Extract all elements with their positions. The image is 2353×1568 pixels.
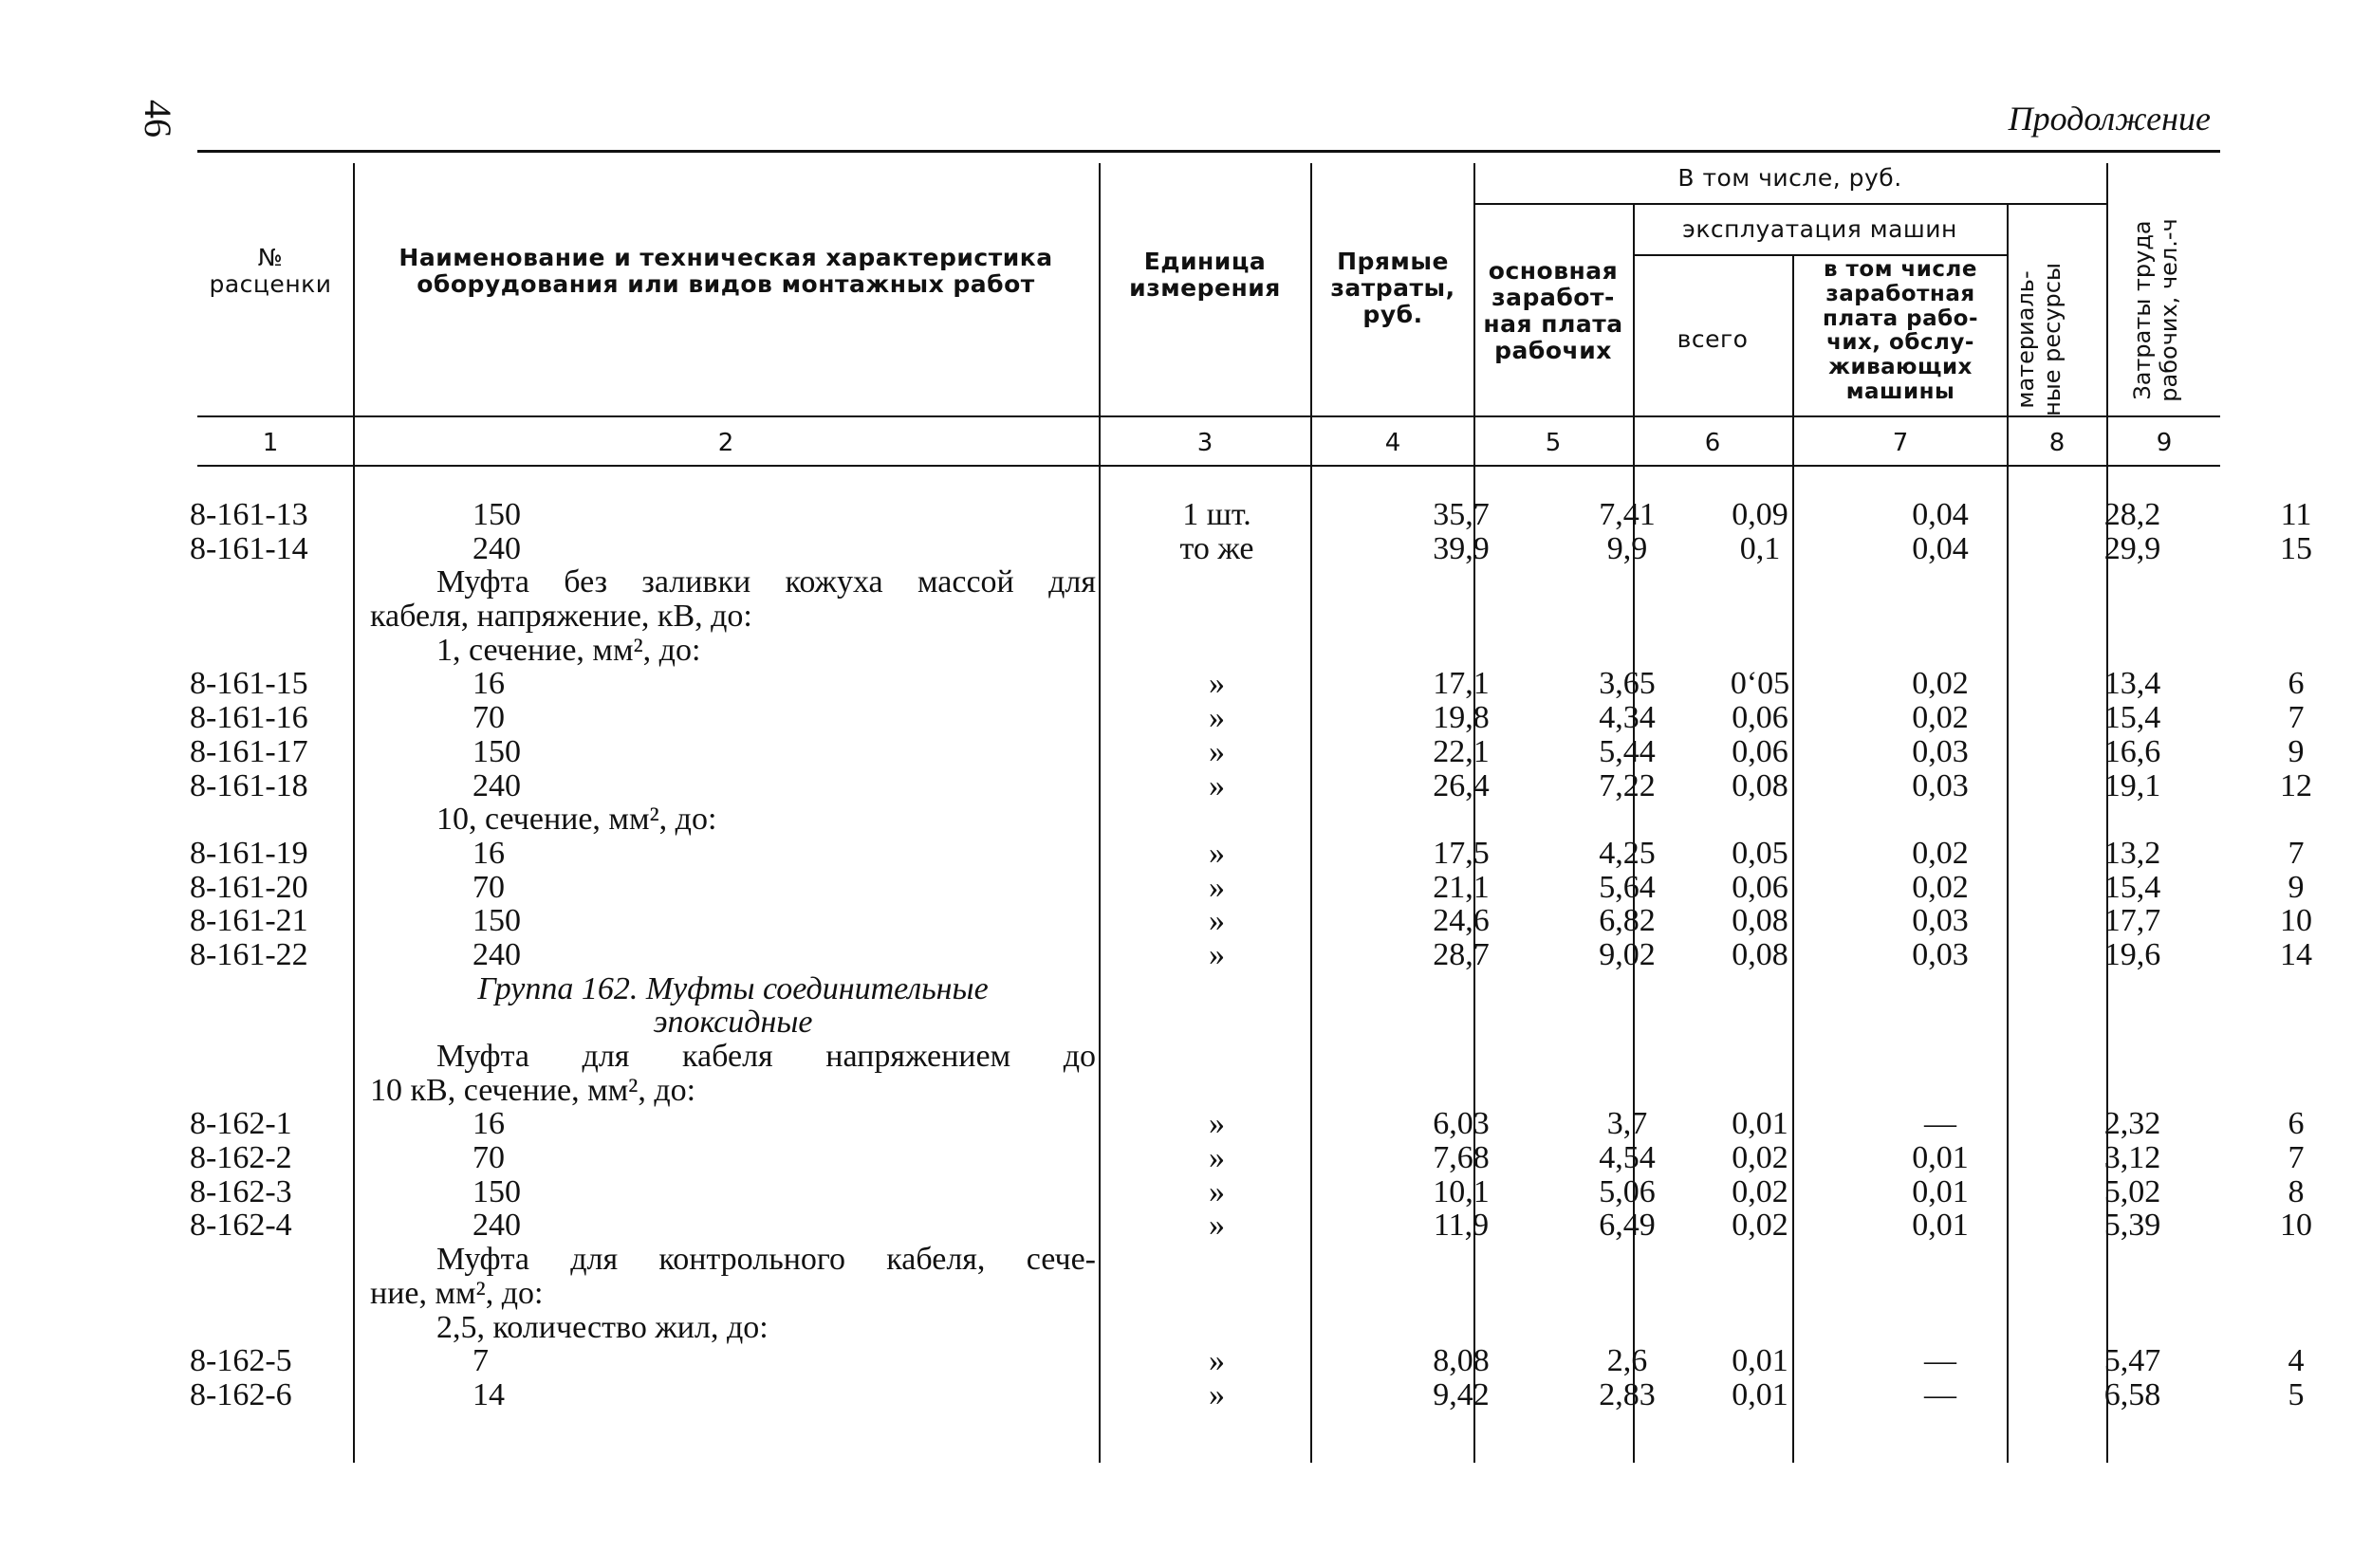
unit-of-measure: » bbox=[1209, 936, 1225, 972]
material-resources: 13,4 bbox=[2103, 666, 2161, 702]
labor-hours: 6 bbox=[2288, 666, 2305, 702]
unit-of-measure: » bbox=[1209, 733, 1225, 769]
machine-operation-total: 0,02 bbox=[1732, 1208, 1788, 1244]
header-col8: материаль- ные ресурсы bbox=[2012, 263, 2066, 416]
item-description: ние, мм², до: bbox=[370, 1275, 544, 1311]
direct-costs: 7,68 bbox=[1433, 1140, 1490, 1176]
table-row bbox=[190, 903, 2312, 939]
machine-operation-total: 0,08 bbox=[1732, 936, 1788, 972]
item-name: 240 bbox=[472, 936, 521, 972]
labor-hours: 7 bbox=[2288, 1140, 2305, 1176]
header-col9: Затраты труда рабочих, чел.-ч bbox=[2129, 218, 2182, 402]
machine-operation-total: 0,09 bbox=[1732, 497, 1788, 532]
material-resources: 5,47 bbox=[2103, 1343, 2161, 1379]
table-row bbox=[190, 1173, 2305, 1209]
direct-costs: 22,1 bbox=[1433, 733, 1490, 769]
unit-of-measure: » bbox=[1209, 835, 1225, 871]
header-col5: основная заработ- ная плата рабочих bbox=[1483, 257, 1623, 364]
unit-of-measure: » bbox=[1209, 1208, 1225, 1244]
labor-hours: 7 bbox=[2288, 835, 2305, 871]
machine-operation-total: 0,06 bbox=[1732, 733, 1788, 769]
material-resources: 28,2 bbox=[2103, 497, 2161, 532]
colnum-9: 9 bbox=[2156, 429, 2173, 457]
direct-costs: 6,03 bbox=[1433, 1106, 1490, 1142]
machine-operation-total: 0,1 bbox=[1739, 530, 1781, 566]
item-name: 240 bbox=[472, 530, 521, 566]
basic-wage: 4,34 bbox=[1599, 700, 1656, 736]
material-resources: 15,4 bbox=[2103, 869, 2161, 905]
header-col6: всего bbox=[1677, 325, 1749, 353]
labor-hours: 12 bbox=[2280, 767, 2312, 803]
direct-costs: 21,1 bbox=[1433, 869, 1490, 905]
labor-hours: 15 bbox=[2280, 530, 2312, 566]
machine-operator-wage: — bbox=[1924, 1376, 1956, 1412]
machine-operator-wage: — bbox=[1924, 1106, 1956, 1142]
machine-operator-wage: 0,02 bbox=[1912, 835, 1969, 871]
basic-wage: 2,6 bbox=[1606, 1343, 1648, 1379]
price-code: 8-161-21 bbox=[190, 903, 308, 939]
item-name: 150 bbox=[472, 497, 521, 532]
machine-operator-wage: 0,03 bbox=[1912, 767, 1969, 803]
material-resources: 3,12 bbox=[2103, 1140, 2161, 1176]
price-code: 8-161-19 bbox=[190, 835, 308, 871]
machine-operator-wage: — bbox=[1924, 1343, 1956, 1379]
machine-operator-wage: 0,01 bbox=[1912, 1208, 1969, 1244]
direct-costs: 17,5 bbox=[1433, 835, 1490, 871]
unit-of-measure: » bbox=[1209, 1173, 1225, 1209]
labor-hours: 10 bbox=[2280, 903, 2312, 939]
basic-wage: 4,25 bbox=[1599, 835, 1656, 871]
material-resources: 5,39 bbox=[2103, 1208, 2161, 1244]
price-code: 8-162-6 bbox=[190, 1376, 292, 1412]
table-text-row bbox=[190, 1005, 2211, 1040]
table-top-rule bbox=[197, 150, 2220, 153]
table-row bbox=[190, 666, 2305, 702]
item-name: 7 bbox=[472, 1343, 489, 1379]
price-code: 8-162-2 bbox=[190, 1140, 292, 1176]
table-text-row bbox=[190, 1040, 2211, 1074]
table-row bbox=[190, 1343, 2305, 1379]
price-code: 8-162-1 bbox=[190, 1106, 292, 1142]
labor-hours: 10 bbox=[2280, 1208, 2312, 1244]
machine-operation-total: 0,01 bbox=[1732, 1106, 1788, 1142]
machine-operator-wage: 0,04 bbox=[1912, 497, 1969, 532]
unit-of-measure: » bbox=[1209, 1140, 1225, 1176]
material-resources: 6,58 bbox=[2103, 1376, 2161, 1412]
direct-costs: 8,08 bbox=[1433, 1343, 1490, 1379]
unit-of-measure: » bbox=[1209, 1106, 1225, 1142]
basic-wage: 3,7 bbox=[1606, 1106, 1648, 1142]
unit-of-measure: 1 шт. bbox=[1182, 497, 1251, 532]
labor-hours: 9 bbox=[2288, 869, 2305, 905]
basic-wage: 2,83 bbox=[1599, 1376, 1656, 1412]
table-row bbox=[190, 1140, 2305, 1176]
table-row bbox=[190, 530, 2312, 566]
machine-operator-wage: 0,01 bbox=[1912, 1173, 1969, 1209]
material-resources: 19,1 bbox=[2103, 767, 2161, 803]
basic-wage: 5,64 bbox=[1599, 869, 1656, 905]
colnum-6: 6 bbox=[1704, 429, 1721, 457]
price-code: 8-161-15 bbox=[190, 666, 308, 702]
machine-operator-wage: 0,02 bbox=[1912, 700, 1969, 736]
labor-hours: 4 bbox=[2288, 1343, 2305, 1379]
price-code: 8-161-22 bbox=[190, 936, 308, 972]
basic-wage: 9,9 bbox=[1606, 530, 1648, 566]
unit-of-measure: » bbox=[1209, 903, 1225, 939]
material-resources: 2,32 bbox=[2103, 1106, 2161, 1142]
direct-costs: 10,1 bbox=[1433, 1173, 1490, 1209]
colnum-3: 3 bbox=[1196, 429, 1214, 457]
item-description: Муфта для кабеля напряжением до bbox=[436, 1039, 1096, 1074]
price-code: 8-162-4 bbox=[190, 1208, 292, 1244]
header-col1: № расценки bbox=[209, 244, 332, 298]
machine-operator-wage: 0,03 bbox=[1912, 903, 1969, 939]
material-resources: 19,6 bbox=[2103, 936, 2161, 972]
item-description: кабеля, напряжение, кВ, до: bbox=[370, 599, 752, 635]
basic-wage: 5,44 bbox=[1599, 733, 1656, 769]
basic-wage: 7,22 bbox=[1599, 767, 1656, 803]
table-row bbox=[190, 1208, 2312, 1244]
item-description: 1, сечение, мм², до: bbox=[436, 632, 701, 668]
labor-hours: 11 bbox=[2280, 497, 2312, 532]
basic-wage: 9,02 bbox=[1599, 936, 1656, 972]
machine-operation-total: 0,06 bbox=[1732, 700, 1788, 736]
item-description: 10 кВ, сечение, мм², до: bbox=[370, 1072, 696, 1108]
material-resources: 5,02 bbox=[2103, 1173, 2161, 1209]
basic-wage: 7,41 bbox=[1599, 497, 1656, 532]
machine-operation-total: 0,06 bbox=[1732, 869, 1788, 905]
table-text-row bbox=[190, 565, 2211, 600]
table-row bbox=[190, 1106, 2305, 1142]
labor-hours: 5 bbox=[2288, 1376, 2305, 1412]
item-description: 10, сечение, мм², до: bbox=[436, 802, 717, 838]
item-name: 150 bbox=[472, 733, 521, 769]
basic-wage: 6,82 bbox=[1599, 903, 1656, 939]
table-text-row bbox=[190, 802, 2211, 837]
machine-operation-total: 0,08 bbox=[1732, 767, 1788, 803]
table-row bbox=[190, 936, 2312, 972]
direct-costs: 35,7 bbox=[1433, 497, 1490, 532]
direct-costs: 28,7 bbox=[1433, 936, 1490, 972]
item-name: 70 bbox=[472, 869, 505, 905]
table-row bbox=[190, 497, 2312, 532]
header-bottom-rule bbox=[197, 415, 2220, 417]
table-text-row bbox=[190, 600, 2211, 634]
group-heading: эпоксидные bbox=[653, 1005, 813, 1041]
item-name: 16 bbox=[472, 1106, 505, 1142]
direct-costs: 24,6 bbox=[1433, 903, 1490, 939]
item-name: 240 bbox=[472, 1208, 521, 1244]
price-code: 8-161-14 bbox=[190, 530, 308, 566]
price-code: 8-161-18 bbox=[190, 767, 308, 803]
price-code: 8-162-3 bbox=[190, 1173, 292, 1209]
table-row bbox=[190, 733, 2305, 769]
basic-wage: 6,49 bbox=[1599, 1208, 1656, 1244]
material-resources: 29,9 bbox=[2103, 530, 2161, 566]
material-resources: 16,6 bbox=[2103, 733, 2161, 769]
machine-operation-total: 0,05 bbox=[1732, 835, 1788, 871]
item-name: 70 bbox=[472, 1140, 505, 1176]
item-name: 14 bbox=[472, 1376, 505, 1412]
unit-of-measure: » bbox=[1209, 869, 1225, 905]
material-resources: 13,2 bbox=[2103, 835, 2161, 871]
table-row bbox=[190, 869, 2305, 905]
machine-operation-total: 0‘05 bbox=[1730, 666, 1790, 702]
colnum-4: 4 bbox=[1384, 429, 1401, 457]
item-description: 2,5, количество жил, до: bbox=[436, 1309, 769, 1345]
price-code: 8-161-17 bbox=[190, 733, 308, 769]
colnum-5: 5 bbox=[1545, 429, 1562, 457]
table-row bbox=[190, 1376, 2305, 1412]
machine-operator-wage: 0,02 bbox=[1912, 869, 1969, 905]
table-text-row bbox=[190, 1277, 2211, 1311]
material-resources: 17,7 bbox=[2103, 903, 2161, 939]
machine-operation-total: 0,01 bbox=[1732, 1343, 1788, 1379]
direct-costs: 9,42 bbox=[1433, 1376, 1490, 1412]
unit-of-measure: » bbox=[1209, 1343, 1225, 1379]
group-rule bbox=[1473, 203, 2106, 205]
material-resources: 15,4 bbox=[2103, 700, 2161, 736]
direct-costs: 17,1 bbox=[1433, 666, 1490, 702]
header-col2: Наименование и техническая характеристика оборудования или видов монтажных работ bbox=[398, 244, 1053, 298]
continuation-label: Продолжение bbox=[2008, 100, 2211, 138]
price-code: 8-161-16 bbox=[190, 700, 308, 736]
table-text-row bbox=[190, 1243, 2211, 1277]
header-col7: в том числе заработная плата рабо- чих, обслу- живающих машины bbox=[1822, 257, 1978, 404]
unit-of-measure: то же bbox=[1179, 530, 1254, 566]
unit-of-measure: » bbox=[1209, 767, 1225, 803]
machine-operation-total: 0,02 bbox=[1732, 1173, 1788, 1209]
machine-operation-total: 0,08 bbox=[1732, 903, 1788, 939]
price-code: 8-161-13 bbox=[190, 497, 308, 532]
group-heading: Группа 162. Муфты соединительные bbox=[477, 970, 989, 1006]
item-name: 150 bbox=[472, 903, 521, 939]
machines-rule bbox=[1633, 254, 2007, 256]
table-text-row bbox=[190, 1074, 2211, 1108]
machine-operator-wage: 0,03 bbox=[1912, 936, 1969, 972]
labor-hours: 14 bbox=[2280, 936, 2312, 972]
labor-hours: 7 bbox=[2288, 700, 2305, 736]
direct-costs: 11,9 bbox=[1433, 1208, 1490, 1244]
header-group: В том числе, руб. bbox=[1677, 164, 1902, 192]
machine-operator-wage: 0,04 bbox=[1912, 530, 1969, 566]
item-name: 70 bbox=[472, 700, 505, 736]
colnum-7: 7 bbox=[1892, 429, 1909, 457]
price-code: 8-162-5 bbox=[190, 1343, 292, 1379]
unit-of-measure: » bbox=[1209, 700, 1225, 736]
machine-operator-wage: 0,02 bbox=[1912, 666, 1969, 702]
colnum-bottom-rule bbox=[197, 465, 2220, 467]
item-name: 16 bbox=[472, 835, 505, 871]
table-row bbox=[190, 700, 2305, 736]
direct-costs: 39,9 bbox=[1433, 530, 1490, 566]
item-description: Муфта для контрольного кабеля, сече- bbox=[436, 1242, 1096, 1278]
table-body bbox=[190, 497, 2312, 1412]
table-row bbox=[190, 767, 2312, 803]
header-col3: Единица измерения bbox=[1129, 248, 1281, 302]
item-description: Муфта без заливки кожуха массой для bbox=[436, 564, 1096, 600]
labor-hours: 9 bbox=[2288, 733, 2305, 769]
colnum-1: 1 bbox=[262, 429, 279, 457]
machine-operator-wage: 0,03 bbox=[1912, 733, 1969, 769]
page-number: 46 bbox=[137, 100, 179, 138]
table-text-row bbox=[190, 1311, 2211, 1345]
header-machines: эксплуатация машин bbox=[1682, 215, 1957, 243]
table-row bbox=[190, 835, 2305, 871]
item-name: 240 bbox=[472, 767, 521, 803]
item-name: 16 bbox=[472, 666, 505, 702]
direct-costs: 19,8 bbox=[1433, 700, 1490, 736]
direct-costs: 26,4 bbox=[1433, 767, 1490, 803]
basic-wage: 5,06 bbox=[1599, 1173, 1656, 1209]
basic-wage: 4,54 bbox=[1599, 1140, 1656, 1176]
machine-operator-wage: 0,01 bbox=[1912, 1140, 1969, 1176]
table-text-row bbox=[190, 634, 2211, 668]
labor-hours: 8 bbox=[2288, 1173, 2305, 1209]
header-col4: Прямые затраты, руб. bbox=[1330, 248, 1455, 328]
item-name: 150 bbox=[472, 1173, 521, 1209]
colnum-8: 8 bbox=[2048, 429, 2066, 457]
basic-wage: 3,65 bbox=[1599, 666, 1656, 702]
price-code: 8-161-20 bbox=[190, 869, 308, 905]
machine-operation-total: 0,01 bbox=[1732, 1376, 1788, 1412]
table-text-row bbox=[190, 972, 2211, 1006]
machine-operation-total: 0,02 bbox=[1732, 1140, 1788, 1176]
labor-hours: 6 bbox=[2288, 1106, 2305, 1142]
colnum-2: 2 bbox=[717, 429, 734, 457]
unit-of-measure: » bbox=[1209, 666, 1225, 702]
unit-of-measure: » bbox=[1209, 1376, 1225, 1412]
